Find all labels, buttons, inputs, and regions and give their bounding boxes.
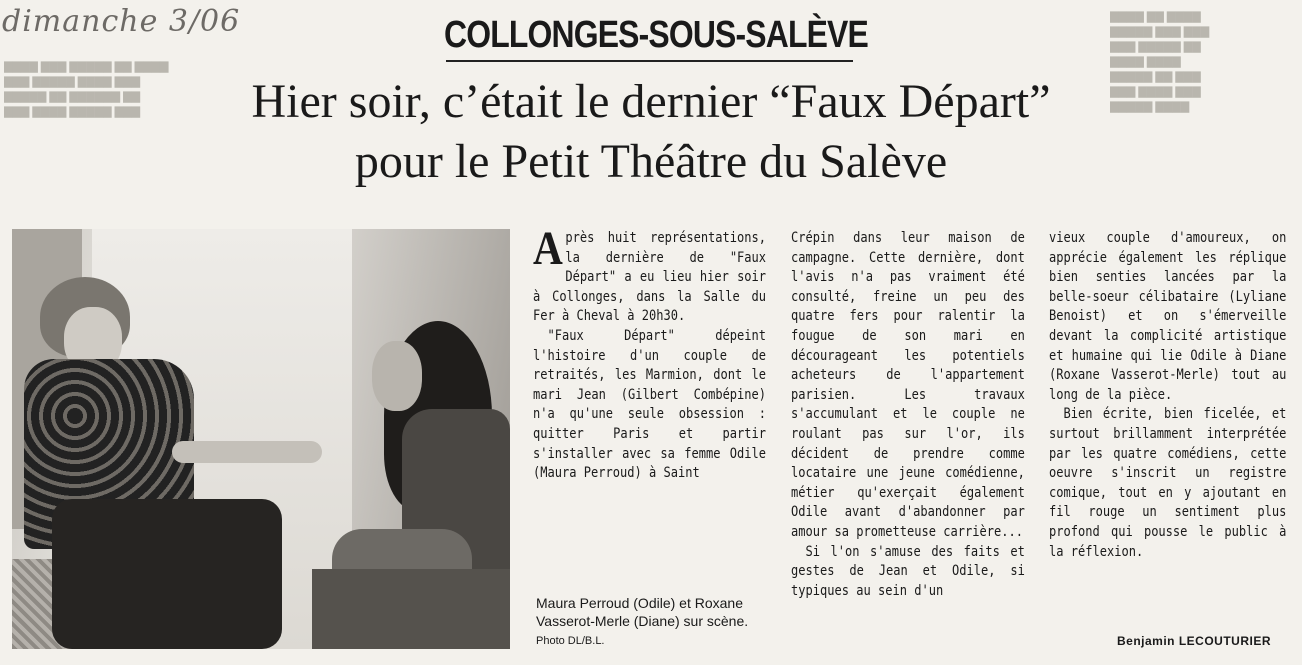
bleed-text-left: ▇▇▇▇ ▇▇▇ ▇▇▇▇▇ ▇▇ ▇▇▇▇ ▇▇▇ ▇▇▇▇▇ ▇▇▇▇ ▇▇▇ ▇▇▇▇▇ ▇▇ ▇▇▇▇▇▇ ▇▇ ▇▇▇ ▇▇▇▇ ▇▇▇▇▇ ▇▇▇ bbox=[4, 61, 169, 118]
headline-line-1: Hier soir, c’était le dernier “Faux Départ” bbox=[251, 75, 1051, 128]
bleed-text-right: ▇▇▇▇ ▇▇ ▇▇▇▇ ▇▇▇▇▇ ▇▇▇ ▇▇▇ ▇▇▇ ▇▇▇▇▇ ▇▇ ▇▇▇▇ ▇▇▇▇ ▇▇▇▇▇ ▇▇ ▇▇▇ ▇▇▇ ▇▇▇▇ ▇▇▇ ▇▇▇▇▇ ▇▇▇▇ bbox=[1110, 11, 1210, 113]
column-1-paragraph-1 bbox=[533, 222, 767, 327]
column-2-paragraph-1: Crépin dans leur maison de campagne. Cette dernière, dont l'avis n'a pas vraiment été consulté, freine un peu des quatre fers pour ralentir la fougue de son mari en décourageant les potentiels acheteurs de l'appartement parisien. Les travaux s'accumulant et le couple ne roulant pas sur l'or, ils décident de prendre comme locataire une jeune comédienne, métier qu'exerçait également Odile avant d'abandonner par amour sa prometteuse carrière... bbox=[791, 230, 1025, 540]
column-1-paragraph-2: "Faux Départ" dépeint l'histoire d'un couple de retraités, les Marmion, dont le mari Jean (Gilbert Combépine) n'a qu'une seule obsession : quitter Paris et partir s'installer avec sa femme Odile (Maura Perroud) à Saint bbox=[533, 327, 767, 482]
photo-armchair-right bbox=[312, 569, 510, 649]
author-byline: Benjamin LECOUTURIER bbox=[1117, 634, 1272, 648]
photo-outstretched-arm bbox=[172, 441, 322, 463]
article-column-2 bbox=[791, 229, 1025, 601]
column-2-paragraph-2: Si l'on s'amuse des faits et gestes de Jean et Odile, si typiques au sein d'un bbox=[791, 543, 1025, 599]
caption-photo-credit: Photo DL/B.L. bbox=[536, 635, 605, 647]
kicker-location: COLLONGES-SOUS-SALÈVE bbox=[444, 14, 868, 56]
article-column-1 bbox=[533, 222, 767, 484]
article-photo bbox=[12, 229, 510, 649]
column-3-paragraph-2: Bien écrite, bien ficelée, et surtout brillamment interprétée par les quatre comédiens, cette oeuvre s'inscrit un registre comique, tout en y ajoutant en fil rouge un sentiment plus profond qui pousse le public à la réflexion. bbox=[1049, 406, 1287, 560]
handwritten-date-note: dimanche 3/06 bbox=[2, 4, 241, 39]
headline bbox=[0, 72, 1302, 192]
photo-woman-left-trousers bbox=[52, 499, 282, 649]
column-3-paragraph-1: vieux couple d'amoureux, on apprécie également les réplique bien senties lancées par la belle-soeur célibataire (Lyliane Benoist) et on s'émerveille devant la complicité artistique et humaine qui lie Odile à Diane (Roxane Vasserot-Merle) tout au long de la pièce. bbox=[1049, 230, 1287, 403]
kicker-underline bbox=[446, 60, 853, 62]
drop-cap: A bbox=[533, 222, 563, 275]
column-1-paragraph-1-text: près huit représentations, la dernière de "Faux Départ" a eu lieu hier soir à Collonges, dans la Salle du Fer à Cheval à 20h30. bbox=[533, 230, 767, 325]
caption-text: Maura Perroud (Odile) et Roxane Vasserot-Merle (Diane) sur scène. bbox=[536, 595, 749, 629]
photo-caption bbox=[536, 594, 776, 650]
article-column-3 bbox=[1049, 229, 1286, 562]
photo-woman-right-face bbox=[372, 341, 422, 411]
headline-line-2: pour le Petit Théâtre du Salève bbox=[354, 135, 948, 188]
